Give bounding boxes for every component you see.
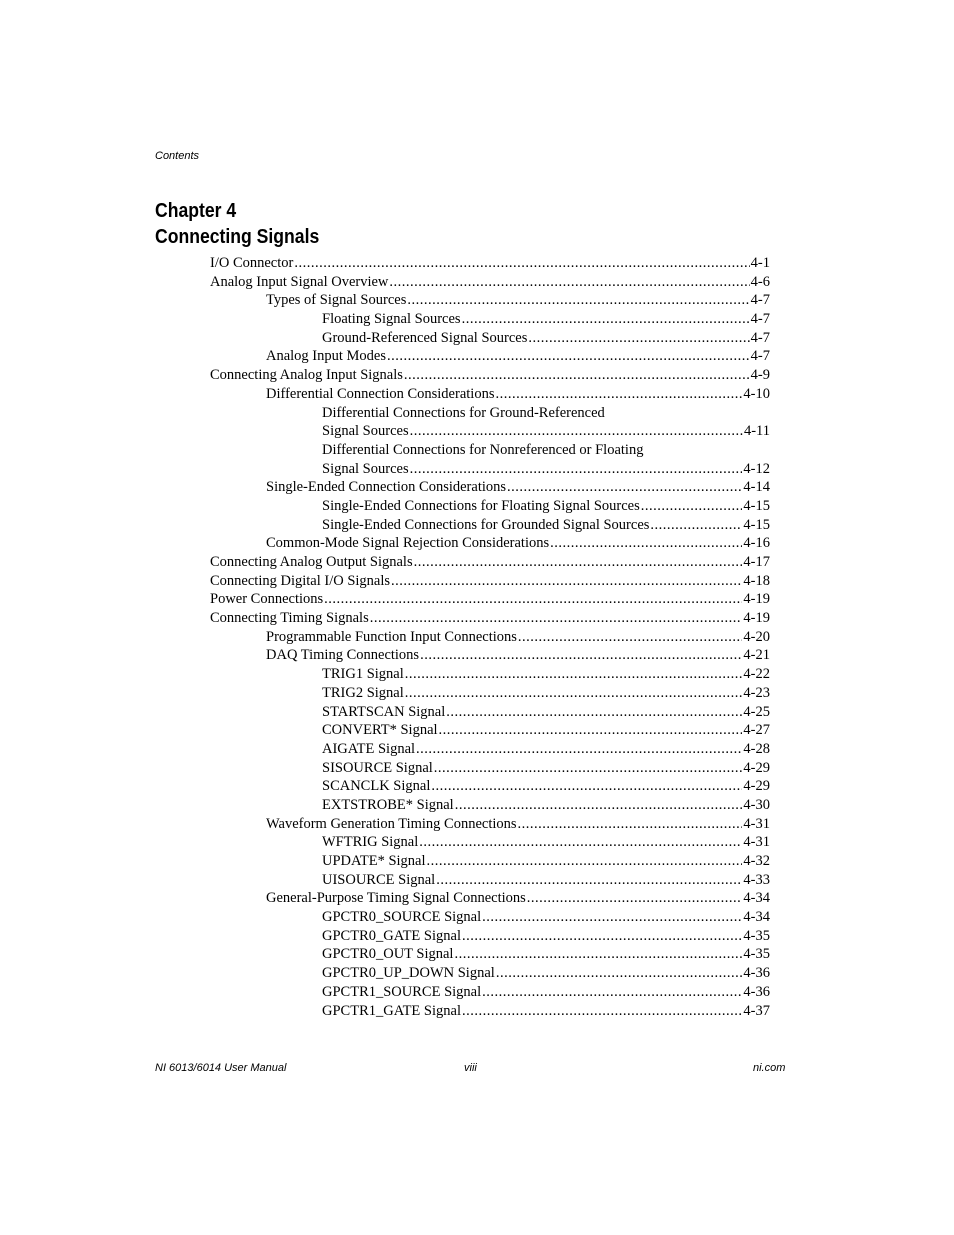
toc-entry-title: STARTSCAN Signal <box>322 703 446 720</box>
toc-entry[interactable] <box>322 759 954 778</box>
toc-entry-title: SCANCLK Signal <box>322 778 431 795</box>
toc-entry-page: 4-34 <box>743 890 770 907</box>
dot-leader <box>391 572 742 591</box>
toc-entry-page: 4-17 <box>743 554 770 570</box>
toc-entry[interactable] <box>322 964 954 983</box>
dot-leader <box>389 273 749 292</box>
dot-leader <box>462 1002 742 1021</box>
toc-entry-title: Signal Sources <box>322 423 409 440</box>
toc-entry[interactable] <box>322 927 954 946</box>
toc-entry-page: 4-12 <box>743 460 770 477</box>
toc-entry[interactable] <box>266 347 954 366</box>
toc-entry-title: TRIG1 Signal <box>322 666 404 683</box>
table-of-contents <box>0 254 954 1020</box>
toc-entry-page: 4-30 <box>743 796 770 813</box>
dot-leader <box>518 815 743 834</box>
chapter-heading <box>155 198 319 250</box>
toc-entry[interactable] <box>322 703 954 722</box>
dot-leader <box>641 497 743 516</box>
toc-entry-page: 4-15 <box>743 497 770 514</box>
toc-entry[interactable] <box>210 273 954 292</box>
dot-leader <box>410 460 743 479</box>
toc-entry[interactable] <box>322 684 954 703</box>
dot-leader <box>454 945 742 964</box>
toc-entry-title: Connecting Analog Input Signals <box>210 367 403 384</box>
toc-entry[interactable] <box>266 385 954 404</box>
toc-entry[interactable] <box>322 310 954 329</box>
toc-entry-title: GPCTR1_GATE Signal <box>322 1002 461 1019</box>
toc-entry[interactable] <box>210 609 954 628</box>
toc-entry-title: Analog Input Modes <box>266 348 387 365</box>
chapter-title: Connecting Signals <box>155 226 320 248</box>
toc-entry-page: 4-11 <box>743 423 770 440</box>
toc-entry-page: 4-36 <box>743 965 770 982</box>
toc-entry-title: Connecting Analog Output Signals <box>210 554 413 570</box>
toc-entry-page: 4-21 <box>743 647 770 664</box>
dot-leader <box>427 852 743 871</box>
toc-entry[interactable] <box>210 590 954 609</box>
dot-leader <box>650 516 742 535</box>
dot-leader <box>387 347 750 366</box>
toc-entry-title: CONVERT* Signal <box>322 722 438 739</box>
toc-entry-page: 4-14 <box>743 479 770 496</box>
toc-entry-page: 4-32 <box>743 853 770 869</box>
toc-entry-title: GPCTR0_UP_DOWN Signal <box>322 965 495 982</box>
toc-entry-title: Single-Ended Connections for Grounded Signal Sources <box>322 516 650 533</box>
toc-entry-title: DAQ Timing Connections <box>266 647 420 664</box>
toc-entry-title: Differential Connections for Ground-Referenced <box>322 404 605 421</box>
toc-entry-title: General-Purpose Timing Signal Connections <box>266 890 526 907</box>
toc-entry[interactable] <box>322 460 954 479</box>
dot-leader <box>439 721 743 740</box>
dot-leader <box>420 646 742 665</box>
dot-leader <box>528 329 749 348</box>
toc-entry-page: 4-27 <box>743 722 770 739</box>
toc-entry-page: 4-28 <box>743 740 770 757</box>
dot-leader <box>294 254 749 273</box>
toc-entry[interactable] <box>322 852 954 871</box>
toc-entry-title: Connecting Digital I/O Signals <box>210 572 391 589</box>
toc-entry-title: Differential Connection Considerations <box>266 385 495 402</box>
toc-entry[interactable] <box>322 871 954 890</box>
dot-leader <box>495 385 742 404</box>
toc-entry-page: 4-35 <box>743 946 770 963</box>
toc-entry-page: 4-7 <box>750 348 770 365</box>
toc-entry-title: Signal Sources <box>322 460 409 477</box>
toc-entry[interactable] <box>210 572 954 591</box>
dot-leader <box>324 590 742 609</box>
toc-entry[interactable] <box>266 889 954 908</box>
toc-entry[interactable] <box>266 291 954 310</box>
dot-leader <box>496 964 743 983</box>
toc-entry-title: EXTSTROBE* Signal <box>322 796 454 813</box>
dot-leader <box>550 534 742 553</box>
toc-entry[interactable] <box>322 908 954 927</box>
toc-entry[interactable] <box>266 815 954 834</box>
toc-entry-title: SISOURCE Signal <box>322 759 433 776</box>
toc-entry-title: I/O Connector <box>210 255 294 271</box>
toc-entry-title: Analog Input Signal Overview <box>210 273 389 290</box>
toc-entry[interactable] <box>266 646 954 665</box>
toc-entry-title: Floating Signal Sources <box>322 311 461 328</box>
dot-leader <box>405 665 743 684</box>
dot-leader <box>416 740 742 759</box>
toc-entry-page: 4-7 <box>750 329 770 346</box>
footer-website: ni.com <box>753 1062 786 1074</box>
dot-leader <box>462 927 742 946</box>
dot-leader <box>419 833 742 852</box>
toc-entry-title: Common-Mode Signal Rejection Considerations <box>266 535 550 552</box>
dot-leader <box>527 889 743 908</box>
toc-entry[interactable] <box>322 796 954 815</box>
toc-entry-page: 4-7 <box>750 311 770 328</box>
toc-entry-page: 4-1 <box>750 255 770 271</box>
toc-entry-title: Differential Connections for Nonreferenced or Floating <box>322 441 644 458</box>
toc-entry-page: 4-18 <box>743 572 770 589</box>
dot-leader <box>414 553 743 572</box>
toc-entry-title: GPCTR1_SOURCE Signal <box>322 983 482 1000</box>
toc-entry[interactable] <box>322 665 954 684</box>
footer-page-number: viii <box>464 1062 477 1074</box>
toc-entry-page: 4-31 <box>743 834 770 851</box>
toc-entry-page: 4-22 <box>743 666 770 683</box>
running-head: Contents <box>155 150 200 162</box>
toc-entry[interactable] <box>266 628 954 647</box>
dot-leader <box>455 796 743 815</box>
toc-entry[interactable] <box>210 254 954 273</box>
toc-entry[interactable] <box>322 329 954 348</box>
dot-leader <box>370 609 743 628</box>
toc-entry-page: 4-35 <box>743 927 770 944</box>
toc-entry-title: UISOURCE Signal <box>322 871 436 888</box>
toc-entry-page: 4-9 <box>750 367 770 384</box>
toc-entry-title: Single-Ended Connection Considerations <box>266 479 507 496</box>
toc-entry[interactable] <box>322 497 954 516</box>
toc-entry-page: 4-34 <box>743 909 770 926</box>
dot-leader <box>518 628 743 647</box>
toc-entry-page: 4-29 <box>743 778 770 795</box>
toc-entry-title: AIGATE Signal <box>322 740 416 757</box>
toc-entry-page: 4-16 <box>743 535 770 552</box>
toc-entry-title: Connecting Timing Signals <box>210 610 369 627</box>
toc-entry[interactable] <box>266 478 954 497</box>
toc-entry-page: 4-33 <box>743 871 770 888</box>
toc-entry[interactable] <box>266 534 954 553</box>
dot-leader <box>405 684 743 703</box>
toc-entry[interactable] <box>322 422 954 441</box>
toc-entry-page: 4-20 <box>743 628 770 645</box>
toc-entry[interactable] <box>322 833 954 852</box>
toc-entry[interactable] <box>322 404 954 423</box>
toc-entry-page: 4-15 <box>743 516 770 533</box>
toc-entry[interactable] <box>322 1002 954 1021</box>
toc-entry[interactable] <box>322 740 954 759</box>
toc-entry-page: 4-25 <box>743 703 770 720</box>
toc-entry-page: 4-6 <box>750 273 770 290</box>
dot-leader <box>436 871 742 890</box>
toc-entry-page: 4-19 <box>743 610 770 627</box>
chapter-number: Chapter 4 <box>155 200 237 222</box>
toc-entry[interactable] <box>322 777 954 796</box>
toc-entry[interactable] <box>322 441 954 460</box>
toc-entry-page: 4-31 <box>743 815 770 832</box>
toc-entry-title: Types of Signal Sources <box>266 292 407 309</box>
toc-entry-title: Programmable Function Input Connections <box>266 628 517 645</box>
toc-entry[interactable] <box>322 945 954 964</box>
toc-entry-title: Waveform Generation Timing Connections <box>266 815 517 832</box>
dot-leader <box>482 908 742 927</box>
toc-entry-title: GPCTR0_OUT Signal <box>322 946 454 963</box>
toc-entry-page: 4-19 <box>743 591 770 608</box>
footer-manual-title: NI 6013/6014 User Manual <box>155 1062 287 1074</box>
dot-leader <box>410 422 743 441</box>
toc-entry-title: Power Connections <box>210 591 324 608</box>
toc-entry-title: WFTRIG Signal <box>322 834 419 851</box>
dot-leader <box>434 759 743 778</box>
toc-entry-page: 4-29 <box>743 759 770 776</box>
dot-leader <box>407 291 749 310</box>
dot-leader <box>431 777 742 796</box>
toc-entry-title: TRIG2 Signal <box>322 684 404 701</box>
dot-leader <box>462 310 750 329</box>
toc-entry-page: 4-10 <box>743 385 770 402</box>
dot-leader <box>507 478 742 497</box>
toc-entry-page: 4-23 <box>743 684 770 701</box>
toc-entry-title: GPCTR0_GATE Signal <box>322 927 461 944</box>
toc-entry[interactable] <box>322 721 954 740</box>
toc-entry-title: UPDATE* Signal <box>322 853 426 869</box>
toc-entry-page: 4-37 <box>743 1002 770 1019</box>
toc-entry[interactable] <box>210 366 954 385</box>
toc-entry-page: 4-7 <box>750 292 770 309</box>
toc-entry-page: 4-36 <box>743 983 770 1000</box>
toc-entry-title: Single-Ended Connections for Floating Signal Sources <box>322 497 640 514</box>
dot-leader <box>482 983 742 1002</box>
toc-entry[interactable] <box>322 516 954 535</box>
dot-leader <box>404 366 750 385</box>
dot-leader <box>446 703 742 722</box>
toc-entry[interactable] <box>210 553 954 572</box>
toc-entry-title: GPCTR0_SOURCE Signal <box>322 909 482 926</box>
toc-entry[interactable] <box>322 983 954 1002</box>
toc-entry-title: Ground-Referenced Signal Sources <box>322 329 528 346</box>
